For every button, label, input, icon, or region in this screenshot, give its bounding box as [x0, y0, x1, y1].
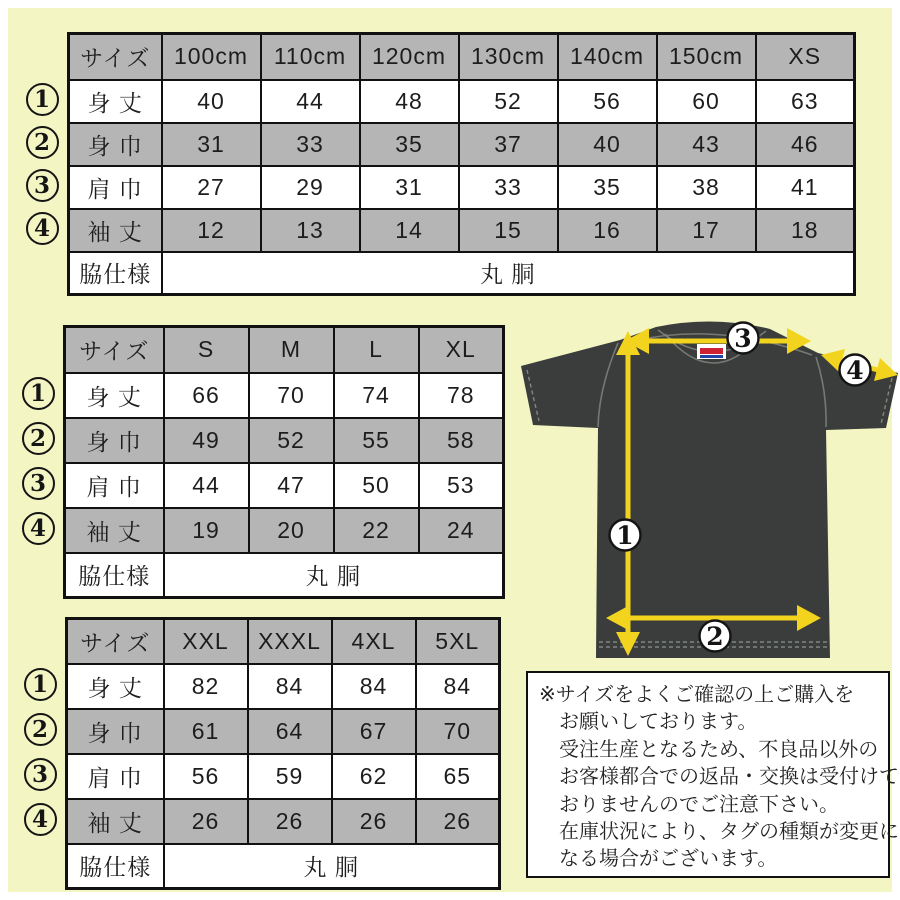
circled-number-1: 1	[26, 83, 59, 116]
measure-value: 63	[756, 80, 855, 123]
side-spec-label: 脇仕様	[65, 553, 164, 598]
measure-value: 66	[164, 373, 249, 418]
measure-value: 61	[164, 709, 248, 754]
measure-value: 84	[332, 664, 416, 709]
measure-value: 26	[248, 799, 332, 844]
measure-value: 58	[419, 418, 504, 463]
diagram-marker-4-digit: 4	[846, 356, 864, 385]
size-column-header: 130cm	[459, 34, 558, 80]
measure-value: 15	[459, 209, 558, 252]
measure-value: 16	[558, 209, 657, 252]
circled-number-3: 3	[26, 169, 59, 202]
measure-value: 12	[162, 209, 261, 252]
row-number-markers	[17, 32, 67, 250]
measure-value: 43	[657, 123, 756, 166]
size-table-xxl-5xl	[65, 617, 501, 890]
measure-label: 袖 丈	[65, 508, 164, 553]
measure-value: 35	[360, 123, 459, 166]
measure-label: 肩 巾	[69, 166, 162, 209]
circled-number-1: 1	[22, 377, 55, 410]
measure-label: 袖 丈	[67, 799, 164, 844]
measure-value: 27	[162, 166, 261, 209]
circled-number-4: 4	[24, 803, 57, 836]
measure-value: 13	[261, 209, 360, 252]
measure-value: 14	[360, 209, 459, 252]
brand-tag	[697, 344, 726, 359]
measure-label: 袖 丈	[69, 209, 162, 252]
size-column-header: XXL	[164, 619, 248, 664]
measure-label: 身 巾	[67, 709, 164, 754]
measure-value: 74	[334, 373, 419, 418]
measure-value: 20	[249, 508, 334, 553]
measure-value: 33	[261, 123, 360, 166]
measure-value: 55	[334, 418, 419, 463]
measure-value: 70	[416, 709, 500, 754]
note-line-1: ※サイズをよくご確認の上ご購入を	[539, 684, 855, 706]
size-column-header: S	[164, 327, 249, 373]
measure-value: 84	[248, 664, 332, 709]
measure-value: 29	[261, 166, 360, 209]
size-table-block-adult	[13, 325, 505, 599]
measure-value: 19	[164, 508, 249, 553]
size-header-label: サイズ	[65, 327, 164, 373]
circled-number-3: 3	[24, 758, 57, 791]
circled-number-4: 4	[26, 212, 59, 245]
measure-value: 59	[248, 754, 332, 799]
measure-value: 38	[657, 166, 756, 209]
measure-value: 18	[756, 209, 855, 252]
side-spec-label: 脇仕様	[67, 844, 164, 889]
measure-value: 56	[164, 754, 248, 799]
size-header-label: サイズ	[69, 34, 162, 80]
circled-number-2: 2	[24, 713, 57, 746]
diagram-marker-1	[610, 520, 641, 551]
measure-value: 40	[162, 80, 261, 123]
circled-number-2: 2	[26, 126, 59, 159]
side-spec-label: 脇仕様	[69, 252, 162, 295]
diagram-marker-1-digit: 1	[616, 521, 634, 550]
note-line-4: お客様都合での返品・交換は受付けて	[559, 766, 899, 789]
diagram-marker-3-digit: 3	[734, 324, 752, 353]
circled-number-4: 4	[22, 512, 55, 545]
tshirt-diagram	[508, 303, 900, 663]
measure-value: 31	[360, 166, 459, 209]
measure-value: 56	[558, 80, 657, 123]
measure-value: 37	[459, 123, 558, 166]
measure-label: 身 巾	[65, 418, 164, 463]
measure-value: 60	[657, 80, 756, 123]
size-column-header: 110cm	[261, 34, 360, 80]
measure-value: 70	[249, 373, 334, 418]
chart-background	[8, 8, 899, 892]
size-table-block-big	[15, 617, 501, 890]
size-column-header: 140cm	[558, 34, 657, 80]
measure-value: 84	[416, 664, 500, 709]
measure-value: 44	[261, 80, 360, 123]
measure-value: 47	[249, 463, 334, 508]
row-number-markers	[13, 325, 63, 551]
measure-label: 身 丈	[69, 80, 162, 123]
measure-value: 49	[164, 418, 249, 463]
measure-value: 52	[249, 418, 334, 463]
diagram-marker-3	[728, 323, 759, 354]
measure-value: 33	[459, 166, 558, 209]
measure-value: 26	[332, 799, 416, 844]
size-column-header: XL	[419, 327, 504, 373]
size-column-header: 150cm	[657, 34, 756, 80]
size-table-kids-xs	[67, 32, 856, 296]
measure-value: 62	[332, 754, 416, 799]
measure-value: 65	[416, 754, 500, 799]
measure-value: 78	[419, 373, 504, 418]
side-spec-value: 丸 胴	[162, 252, 855, 295]
size-column-header: 4XL	[332, 619, 416, 664]
measure-value: 52	[459, 80, 558, 123]
measure-value: 26	[164, 799, 248, 844]
measure-label: 身 丈	[67, 664, 164, 709]
row-number-markers	[15, 617, 65, 842]
size-table-block-kids	[17, 32, 856, 296]
side-spec-value: 丸 胴	[164, 844, 500, 889]
measure-value: 53	[419, 463, 504, 508]
note-line-3: 受注生産となるため、不良品以外の	[559, 738, 879, 761]
size-column-header: 120cm	[360, 34, 459, 80]
size-column-header: L	[334, 327, 419, 373]
size-table-s-xl	[63, 325, 505, 599]
size-column-header: XXXL	[248, 619, 332, 664]
diagram-marker-2	[700, 621, 731, 652]
measure-value: 26	[416, 799, 500, 844]
measure-value: 44	[164, 463, 249, 508]
side-spec-value: 丸 胴	[164, 553, 504, 598]
measure-label: 肩 巾	[65, 463, 164, 508]
measure-value: 35	[558, 166, 657, 209]
circled-number-2: 2	[22, 422, 55, 455]
note-line-2: お願いしております。	[559, 711, 758, 734]
circled-number-1: 1	[24, 668, 57, 701]
note-line-7: なる場合がございます。	[559, 848, 778, 871]
measure-label: 身 巾	[69, 123, 162, 166]
size-column-header: 5XL	[416, 619, 500, 664]
measure-label: 肩 巾	[67, 754, 164, 799]
size-header-label: サイズ	[67, 619, 164, 664]
measure-value: 64	[248, 709, 332, 754]
measure-value: 46	[756, 123, 855, 166]
diagram-marker-4	[840, 355, 871, 386]
measure-value: 50	[334, 463, 419, 508]
size-column-header: 100cm	[162, 34, 261, 80]
measure-value: 41	[756, 166, 855, 209]
size-column-header: XS	[756, 34, 855, 80]
measure-value: 40	[558, 123, 657, 166]
circled-number-3: 3	[22, 467, 55, 500]
measure-value: 82	[164, 664, 248, 709]
note-line-6: 在庫状況により、タグの種類が変更に	[559, 821, 899, 844]
measure-value: 17	[657, 209, 756, 252]
diagram-marker-2-digit: 2	[706, 622, 724, 651]
measure-value: 31	[162, 123, 261, 166]
measure-value: 48	[360, 80, 459, 123]
note-line-5: おりませんのでご注意下さい。	[559, 793, 839, 816]
purchase-notes-box	[526, 671, 899, 878]
size-column-header: M	[249, 327, 334, 373]
measure-value: 24	[419, 508, 504, 553]
measure-value: 67	[332, 709, 416, 754]
measure-label: 身 丈	[65, 373, 164, 418]
measure-value: 22	[334, 508, 419, 553]
